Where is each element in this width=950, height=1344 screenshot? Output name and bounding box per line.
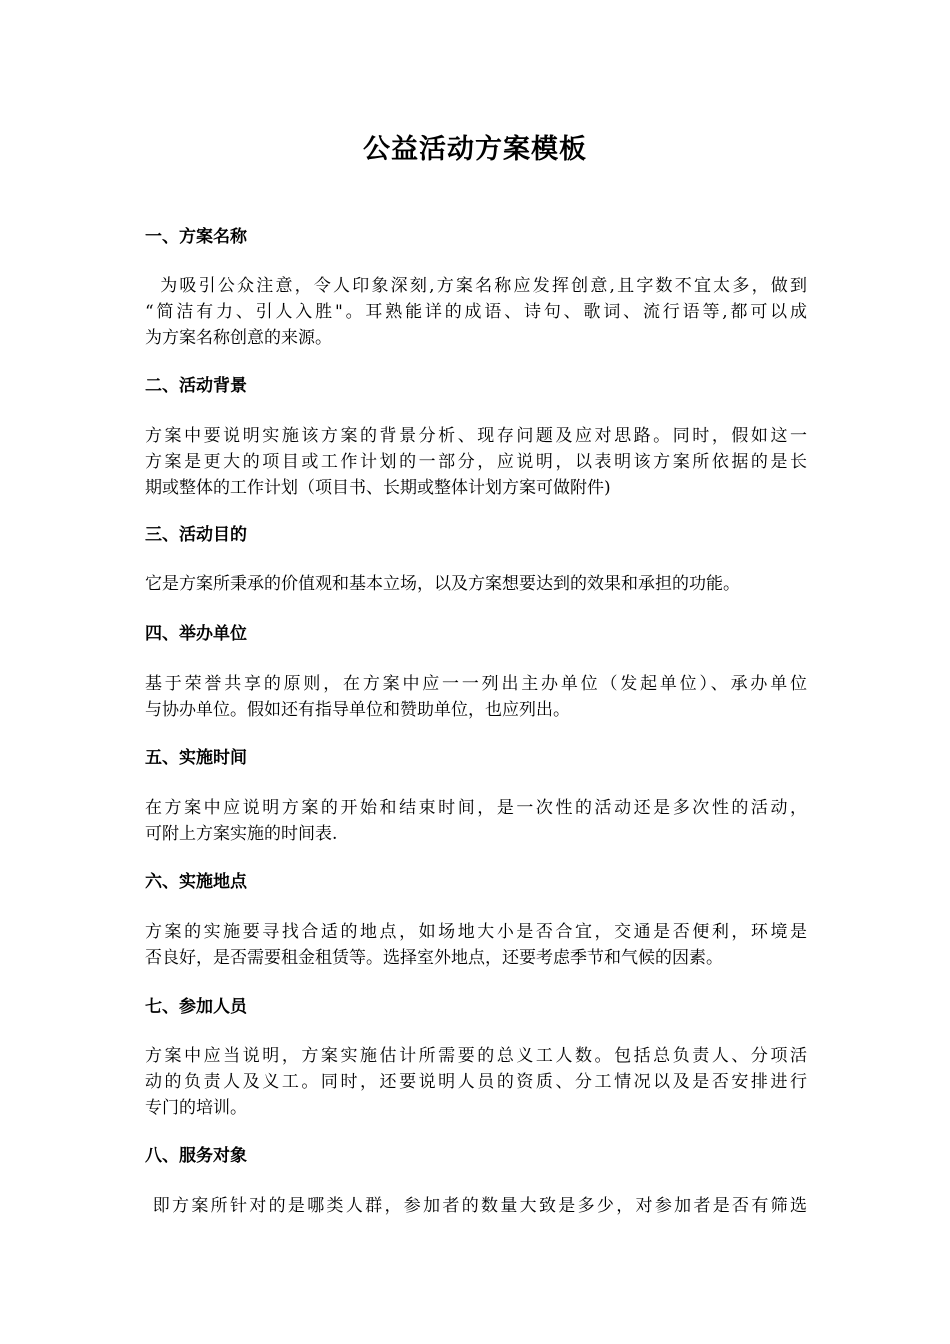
section-paragraph-1 [145,273,807,351]
paragraph-line: 方案中要说明实施该方案的背景分析、现存问题及应对思路。同时，假如这一 [145,426,807,446]
document-title: 公益活动方案模板 [363,134,587,165]
section-heading-8: 八、服务对象 [145,1146,247,1166]
paragraph-line: “简洁有力、引人入胜"。耳熟能详的成语、诗句、歌词、流行语等,都可以成 [145,302,807,322]
paragraph-line: 专门的培训。 [145,1098,247,1118]
section-paragraph-3 [145,571,807,597]
section-heading-5: 五、实施时间 [145,748,247,768]
paragraph-line: 基于荣誉共享的原则，在方案中应一一列出主办单位（发起单位）、承办单位 [145,674,807,694]
paragraph-line: 期或整体的工作计划（项目书、长期或整体计划方案可做附件) [145,478,611,498]
paragraph-line: 为吸引公众注意，令人印象深刻,方案名称应发挥创意,且字数不宜太多，做到 [145,276,807,296]
section-heading-3: 三、活动目的 [145,525,247,545]
section-paragraph-7 [145,1043,807,1121]
paragraph-line: 否良好，是否需要租金租赁等。选择室外地点，还要考虑季节和气候的因素。 [145,948,723,968]
section-heading-6: 六、实施地点 [145,872,247,892]
paragraph-line: 与协办单位。假如还有指导单位和赞助单位，也应列出。 [145,700,570,720]
section-heading-2: 二、活动背景 [145,376,247,396]
paragraph-line: 可附上方案实施的时间表. [145,824,338,844]
paragraph-line: 方案是更大的项目或工作计划的一部分，应说明，以表明该方案所依据的是长 [145,452,807,472]
paragraph-line: 方案中应当说明，方案实施估计所需要的总义工人数。包括总负责人、分项活 [145,1046,807,1066]
section-paragraph-6 [145,919,807,971]
section-paragraph-5 [145,795,807,847]
section-heading-4: 四、举办单位 [145,624,247,644]
paragraph-line: 动的负责人及义工。同时，还要说明人员的资质、分工情况以及是否安排进行 [145,1072,807,1092]
paragraph-line: 在方案中应说明方案的开始和结束时间，是一次性的活动还是多次性的活动， [145,798,807,818]
section-paragraph-4 [145,671,807,723]
section-paragraph-8 [145,1193,807,1219]
section-heading-1: 一、方案名称 [145,227,247,247]
paragraph-line: 为方案名称创意的来源。 [145,328,332,348]
paragraph-line: 它是方案所秉承的价值观和基本立场，以及方案想要达到的效果和承担的功能。 [145,574,740,594]
section-heading-7: 七、参加人员 [145,997,247,1017]
paragraph-line: 即方案所针对的是哪类人群，参加者的数量大致是多少，对参加者是否有筛选 [145,1196,807,1216]
section-paragraph-2 [145,423,807,501]
paragraph-line: 方案的实施要寻找合适的地点，如场地大小是否合宜，交通是否便利，环境是 [145,922,807,942]
